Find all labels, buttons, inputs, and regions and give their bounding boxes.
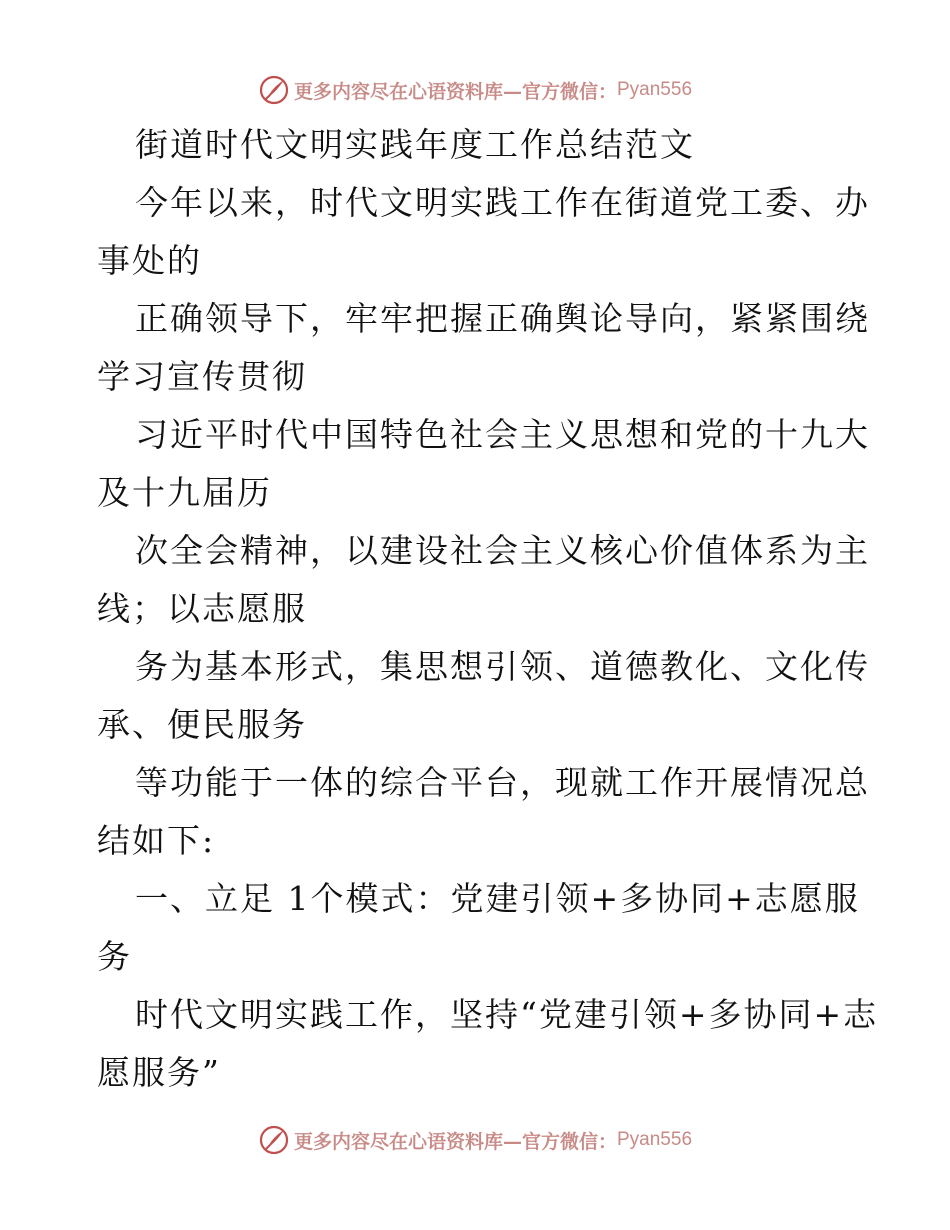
text-line: 一、立足 1个模式：党建引领+多协同+志愿服: [135, 879, 860, 918]
text-line: 正确领导下，牢牢把握正确舆论导向，紧紧围绕: [135, 299, 870, 338]
document-title: 街道时代文明实践年度工作总结范文: [135, 125, 695, 164]
text-line: 务: [97, 937, 132, 976]
document-lines: [97, 174, 879, 1102]
quill-pen-circle-icon: [258, 74, 290, 106]
text-line: 等功能于一体的综合平台，现就工作开展情况总: [135, 763, 870, 802]
text-line: 结如下:: [97, 821, 216, 860]
text-line: 次全会精神，以建设社会主义核心价值体系为主: [135, 531, 870, 570]
banner-text: 更多内容尽在心语资料库—官方微信：: [293, 1130, 617, 1153]
banner-text: 更多内容尽在心语资料库—官方微信：: [293, 80, 617, 103]
footer-banner: [0, 1120, 950, 1160]
text-line: 时代文明实践工作，坚持“党建引领+多协同+志: [135, 995, 879, 1034]
text-line: 事处的: [97, 241, 202, 280]
text-line: 及十九届历: [97, 473, 272, 512]
text-line: 承、便民服务: [97, 705, 307, 744]
text-line: 愿服务”: [97, 1053, 221, 1092]
header-banner: [0, 70, 950, 110]
text-line: 务为基本形式，集思想引领、道德教化、文化传: [135, 647, 870, 686]
text-line: 今年以来，时代文明实践工作在街道党工委、办: [135, 183, 870, 222]
banner-wechat-id: Pyan556: [617, 79, 693, 100]
text-line: 线；以志愿服: [97, 589, 307, 628]
quill-pen-circle-icon: [258, 1124, 290, 1156]
text-line: 习近平时代中国特色社会主义思想和党的十九大: [135, 415, 870, 454]
text-line: 学习宣传贯彻: [97, 357, 307, 396]
document-body: [97, 116, 879, 1102]
banner-wechat-id: Pyan556: [617, 1129, 693, 1150]
